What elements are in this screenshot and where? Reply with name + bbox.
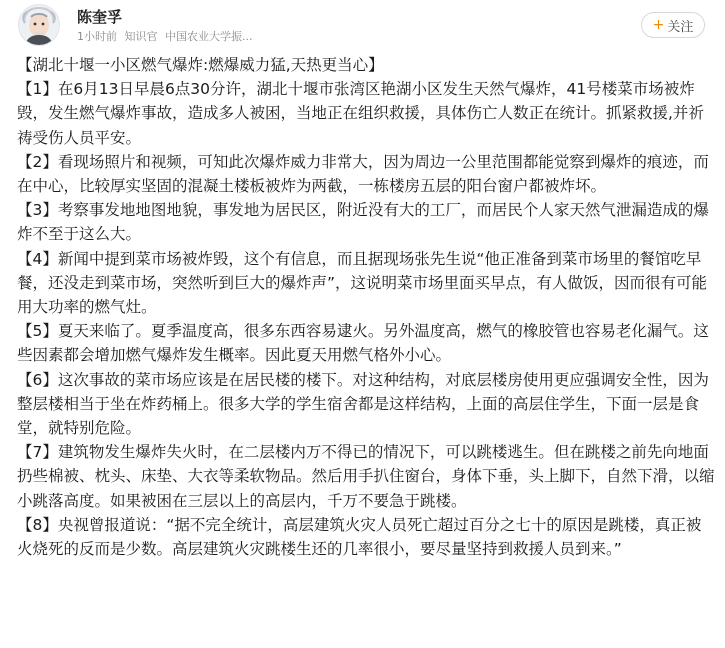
- post-paragraph: 【6】这次事故的菜市场应该是在居民楼的楼下。对这种结构，对底层楼房使用更应强调安全性，因为整层楼相当于坐在炸药桶上。很多大学的学生宿舍都是这样结构，上面的高层住学生，下面一层是食堂，就特别危险。: [17, 370, 709, 438]
- post-paragraph: 【5】夏天来临了。夏季温度高，很多东西容易逮火。另外温度高，燃气的橡胶管也容易老化漏气。这些因素都会增加燃气爆炸发生概率。因此夏天用燃气格外小心。: [17, 322, 709, 365]
- avatar[interactable]: [18, 4, 60, 46]
- author-meta: [77, 28, 253, 44]
- plus-icon: +: [652, 17, 665, 33]
- author-source: 知识官: [124, 30, 158, 43]
- author-affiliation: 中国农业大学振...: [165, 30, 253, 43]
- post-paragraph: 【7】建筑物发生爆炸失火时，在二层楼内万不得已的情况下，可以跳楼逃生。但在跳楼之前先向地面扔些棉被、枕头、床垫、大衣等柔软物品。然后用手扒住窗台，身体下垂，头上脚下，自然下滑，以缩小跳落高度。如果被困在三层以上的高层内，千万不要急于跳楼。: [17, 443, 715, 510]
- follow-button-label: 关注: [667, 19, 694, 35]
- post-paragraph: 【8】央视曾报道说：“据不完全统计，高层建筑火灾人员死亡超过百分之七十的原因是跳楼，真正被火烧死的反而是少数。高层建筑火灾跳楼生还的几率很小，要尽量坚持到救援人员到来。”: [17, 515, 702, 559]
- follow-button[interactable]: [641, 12, 705, 38]
- post-paragraph: 【2】看现场照片和视频，可知此次爆炸威力非常大，因为周边一公里范围都能觉察到爆炸的痕迹，而在中心，比较厚实坚固的混凝土楼板被炸为两截，一栋楼房五层的阳台窗户都被炸坏。: [17, 152, 709, 196]
- post-title: 【湖北十堰一小区燃气爆炸:燃爆威力猛,天热更当心】: [17, 56, 384, 74]
- post-body: [17, 53, 715, 561]
- post-paragraph: 【4】新闻中提到菜市场被炸毁，这个有信息，而且据现场张先生说“他正准备到菜市场里的餐馆吃早餐，还没走到菜市场，突然听到巨大的爆炸声”，这说明菜市场里面买早点，有人做饭，因而很有可能用大功率的燃气灶。: [17, 249, 708, 317]
- post-paragraph: 【1】在6月13日早晨6点30分许，湖北十堰市张湾区艳湖小区发生天然气爆炸，41号楼菜市场被炸毁，发生燃气爆炸事故，造成多人被困，当地正在组织救援，具体伤亡人数正在统计。抓紧救援,并祈祷受伤人员平安。: [17, 80, 704, 147]
- author-name[interactable]: 陈奎孚: [77, 8, 123, 26]
- avatar-portrait-icon: [19, 5, 59, 45]
- post-header: [0, 0, 725, 50]
- post-paragraph: 【3】考察事发地地图地貌，事发地为居民区，附近没有大的工厂，而居民个人家天然气泄漏造成的爆炸不至于这么大。: [17, 201, 709, 244]
- post-time: 1小时前: [77, 30, 117, 43]
